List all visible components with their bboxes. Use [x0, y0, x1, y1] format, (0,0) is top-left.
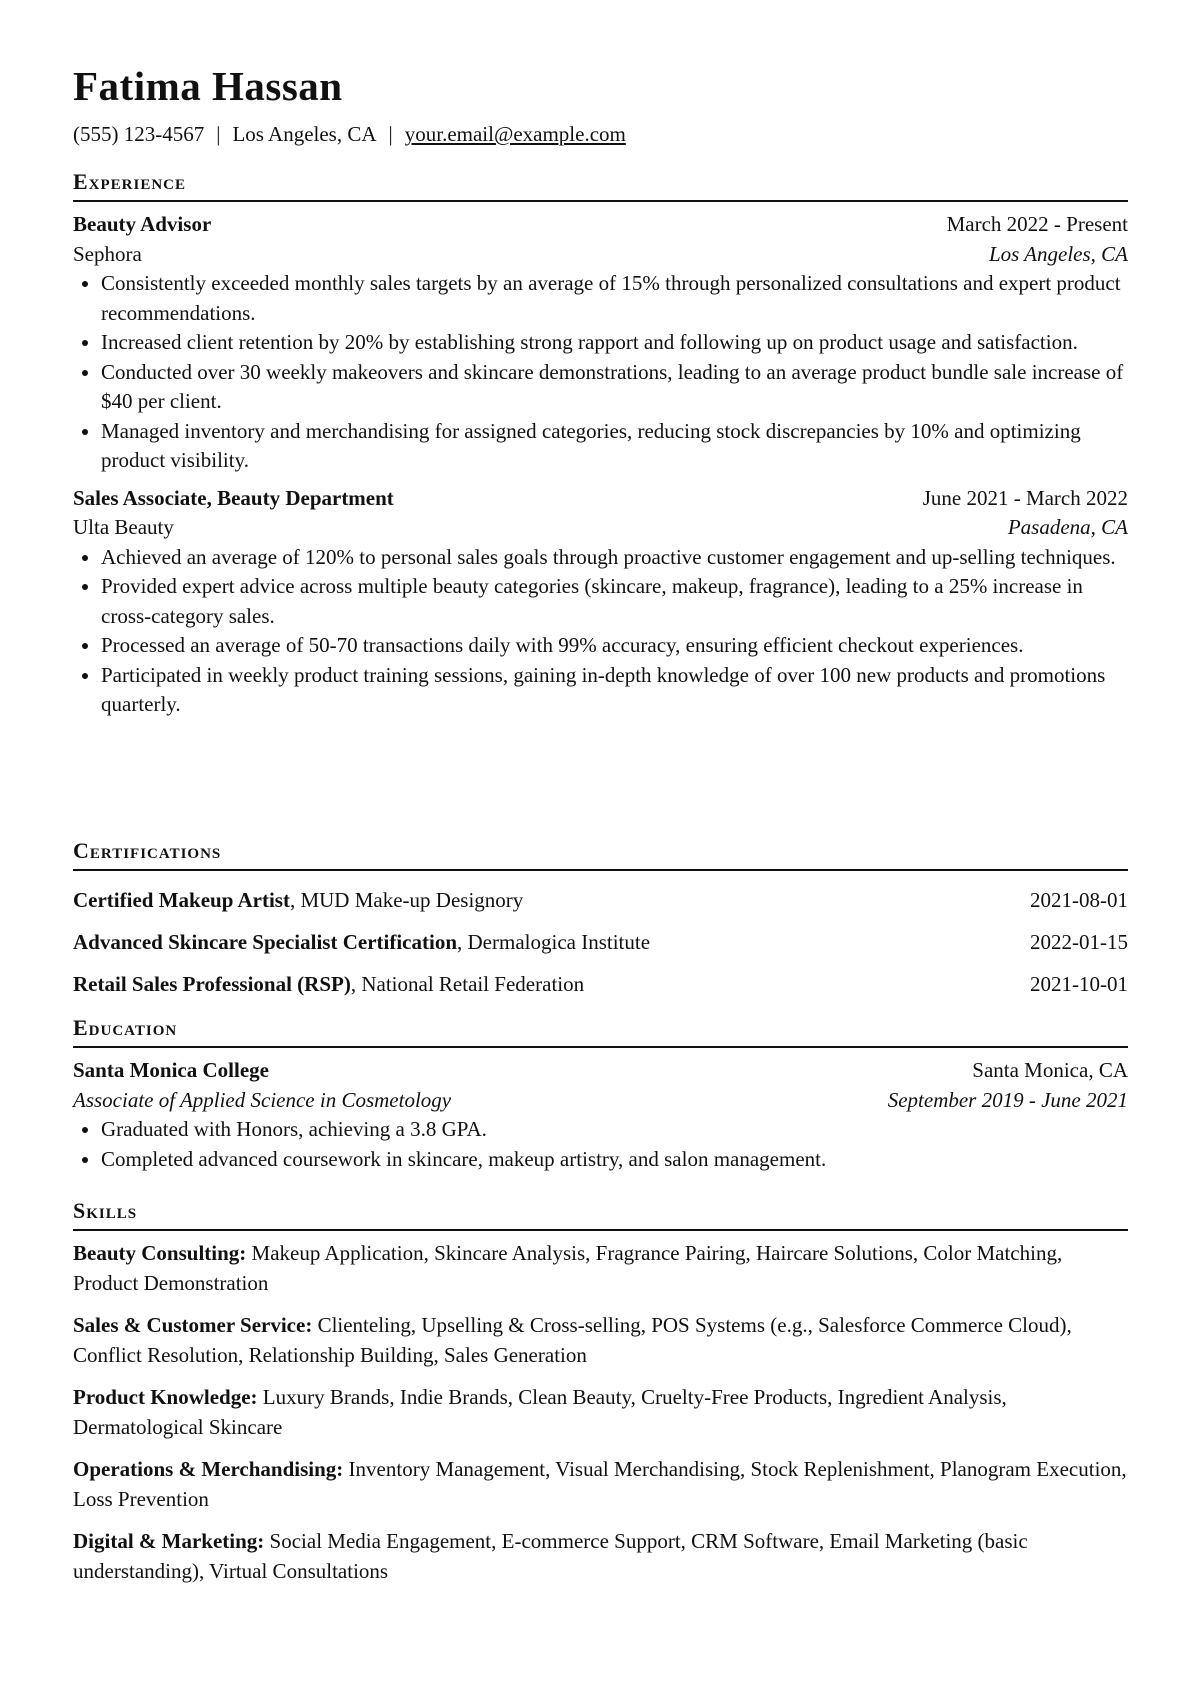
- skill-label: Operations & Merchandising:: [73, 1457, 344, 1481]
- skill-label: Digital & Marketing:: [73, 1529, 265, 1553]
- bullet: • Conducted over 30 weekly makeovers and skincare demonstrations, leading to an average product bundle sale increase of $40 per client.: [101, 358, 1128, 417]
- cert-item: [73, 921, 1128, 963]
- skill-group: [73, 1311, 1128, 1370]
- skill-label: Product Knowledge:: [73, 1385, 258, 1409]
- cert-date: 2021-10-01: [1030, 972, 1128, 996]
- skill-group: [73, 1239, 1128, 1298]
- degree: Associate of Applied Science in Cosmetology: [73, 1087, 452, 1112]
- skills-section: [73, 1197, 1128, 1599]
- skill-list: Inventory Management, Visual Merchandising, Stock Replenishment, Planogram Execution, Loss Prevention: [73, 1457, 1127, 1511]
- bullet: • Achieved an average of 120% to personal sales goals through proactive customer engagement and up-selling techniques.: [101, 543, 1128, 573]
- job-title: Sales Associate, Beauty Department: [73, 485, 394, 510]
- skill-group: [73, 1527, 1128, 1586]
- separator: |: [388, 122, 393, 146]
- skill-label: Beauty Consulting:: [73, 1241, 247, 1265]
- cert-name: Retail Sales Professional (RSP): [73, 972, 351, 996]
- location: Los Angeles, CA: [232, 122, 377, 146]
- cert-item: [73, 879, 1128, 921]
- skill-group: [73, 1455, 1128, 1514]
- cert-name: Advanced Skincare Specialist Certification: [73, 930, 458, 954]
- company: Sephora: [73, 241, 142, 266]
- bullet: • Processed an average of 50-70 transactions daily with 99% accuracy, ensuring efficient checkout experiences.: [101, 631, 1128, 661]
- section-heading: Experience: [73, 168, 1128, 202]
- section-heading: Certifications: [73, 837, 1128, 871]
- bullet: • Increased client retention by 20% by establishing strong rapport and following up on product usage and satisfaction.: [101, 328, 1128, 358]
- skill-list: Social Media Engagement, E-commerce Support, CRM Software, Email Marketing (basic understanding), Virtual Consultations: [73, 1529, 1028, 1583]
- cert-date: 2021-08-01: [1030, 888, 1128, 912]
- skill-label: Sales & Customer Service:: [73, 1313, 313, 1337]
- skill-list: Luxury Brands, Indie Brands, Clean Beauty, Cruelty-Free Products, Ingredient Analysis, Dermatological Skincare: [73, 1385, 1007, 1439]
- job-dates: June 2021 - March 2022: [922, 485, 1128, 510]
- experience-section: [73, 168, 1128, 728]
- job-dates: March 2022 - Present: [946, 212, 1128, 236]
- bullet: • Managed inventory and merchandising for assigned categories, reducing stock discrepancies by 10% and optimizing product visibility.: [101, 417, 1128, 476]
- skill-group: [73, 1383, 1128, 1442]
- skill-list: Makeup Application, Skincare Analysis, Fragrance Pairing, Haircare Solutions, Color Matching, Product Demonstration: [73, 1241, 1063, 1295]
- cert-issuer: , Dermalogica Institute: [457, 930, 651, 954]
- education-dates: September 2019 - June 2021: [887, 1087, 1128, 1112]
- section-heading: Education: [73, 1014, 1128, 1048]
- bullet: • Consistently exceeded monthly sales targets by an average of 15% through personalized consultations and expert product recommendations.: [101, 269, 1128, 328]
- school: Santa Monica College: [73, 1058, 269, 1082]
- job-location: Pasadena, CA: [1007, 515, 1128, 539]
- candidate-name: Fatima Hassan: [73, 63, 343, 109]
- cert-item: [73, 963, 1128, 1005]
- bullet: • Participated in weekly product training sessions, gaining in-depth knowledge of over 100 new products and promotions quarterly.: [101, 661, 1128, 720]
- job-entry: [73, 210, 1128, 476]
- skill-list: Clienteling, Upselling & Cross-selling, POS Systems (e.g., Salesforce Commerce Cloud), Conflict Resolution, Relationship Building, Sales Generation: [73, 1313, 1072, 1367]
- job-entry: [73, 484, 1128, 720]
- education-section: [73, 1014, 1128, 1174]
- cert-date: 2022-01-15: [1030, 930, 1128, 954]
- email-link[interactable]: your.email@example.com: [404, 122, 626, 146]
- job-location: Los Angeles, CA: [988, 241, 1128, 266]
- contact-line: [73, 122, 626, 147]
- job-title: Beauty Advisor: [73, 212, 212, 236]
- company: Ulta Beauty: [73, 515, 174, 539]
- bullet: • Provided expert advice across multiple beauty categories (skincare, makeup, fragrance), leading to a 25% increase in cross-category sales.: [101, 572, 1128, 631]
- cert-name: Certified Makeup Artist: [73, 888, 290, 912]
- phone: (555) 123-4567: [73, 122, 205, 146]
- cert-issuer: , MUD Make-up Designory: [289, 888, 524, 912]
- certifications-section: [73, 837, 1128, 1005]
- separator: |: [216, 122, 221, 146]
- section-heading: Skills: [73, 1197, 1128, 1231]
- cert-issuer: , National Retail Federation: [350, 972, 585, 996]
- bullet: • Graduated with Honors, achieving a 3.8 GPA.: [101, 1115, 1128, 1145]
- school-location: Santa Monica, CA: [972, 1058, 1128, 1082]
- bullet: • Completed advanced coursework in skincare, makeup artistry, and salon management.: [101, 1145, 1128, 1175]
